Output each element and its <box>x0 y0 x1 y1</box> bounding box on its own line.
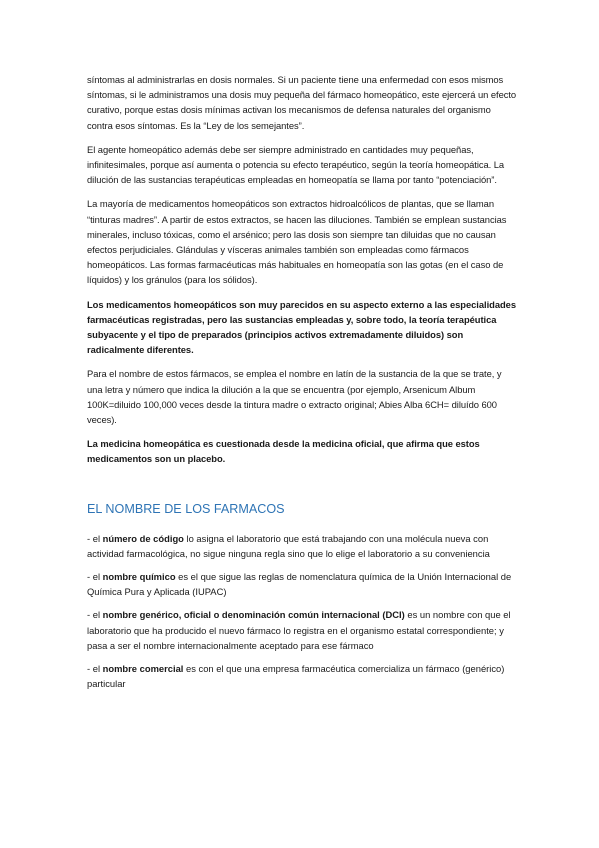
item-prefix: - el <box>87 663 103 675</box>
item-text: es con el que una empresa farmacéutica comercializa un fármaco (genérico) particular <box>87 663 505 690</box>
item-text: es el que sigue las reglas de nomenclatura química de la Unión Internacional de Química Pura y Aplicada (IUPAC) <box>87 571 512 598</box>
section-heading: EL NOMBRE DE LOS FARMACOS <box>87 501 285 516</box>
list-item <box>87 569 519 599</box>
item-text: es un nombre con que el laboratorio que ha producido el nuevo fármaco lo registra en el organismo estatal correspondiente; y pasa a ser el nombre internacionalmente aceptado para ese fármaco <box>87 609 511 651</box>
bold-paragraph: Los medicamentos homeopáticos son muy parecidos en su aspecto externo a las especialidades farmacéuticas registradas, pero las sustancias empleadas y, sobre todo, la teoría terapéutica subyacente y el tipo de preparados (principios activos extremadamente diluidos) son radicalmente diferentes. <box>87 298 516 356</box>
item-term: nombre comercial <box>102 663 184 675</box>
page-body <box>87 72 519 700</box>
item-prefix: - el <box>87 609 103 621</box>
paragraph: síntomas al administrarlas en dosis normales. Si un paciente tiene una enfermedad con esos mismos síntomas, si le administramos una dosis muy pequeña del fármaco homeopático, este ejercerá un efecto curativo, porque estas dosis mínimas activan los mecanismos de defensa naturales del organismo contra esos síntomas. Es la “Ley de los semejantes”. <box>87 74 517 131</box>
list-item <box>87 607 519 653</box>
list-item <box>87 531 519 561</box>
item-term: número de código <box>102 532 184 544</box>
paragraph: El agente homeopático además debe ser siempre administrado en cantidades muy pequeñas, infinitesimales, porque así aumenta o potencia su efecto terapéutico, según la teoría homeopática. La dilución de las sustancias terapéuticas empleadas en homeopatía se llama por tanto “potenciación”. <box>87 143 505 186</box>
item-term: nombre genérico, oficial o denominación común internacional (DCI) <box>102 609 405 621</box>
paragraph: Para el nombre de estos fármacos, se emplea el nombre en latín de la sustancia de la que se trate, y una letra y número que indica la dilución a la que se encuentra (por ejemplo, Arsenicum Album 100K=diluido 100,000 veces desde la tintura madre o extracto original; Abies Alba 6CH= diluído 600 veces). <box>87 368 502 426</box>
item-prefix: - el <box>87 532 103 544</box>
item-text: lo asigna el laboratorio que está trabajando con una molécula nueva con actividad farmacológica, no sigue ninguna regla sino que lo elige el laboratorio a su conveniencia <box>87 532 490 559</box>
bold-paragraph: La medicina homeopática es cuestionada desde la medicina oficial, que afirma que estos medicamentos son un placebo. <box>87 438 480 465</box>
item-prefix: - el <box>87 571 103 583</box>
list-item <box>87 661 519 691</box>
item-term: nombre químico <box>102 571 176 583</box>
paragraph: La mayoría de medicamentos homeopáticos son extractos hidroalcólicos de plantas, que se llaman “tinturas madres”. A partir de estos extractos, se hacen las diluciones. También se emplean sustancias minerales, incluso tóxicas, como el arsénico; pero las dosis son siempre tan diluidas que no causan efectos perjudiciales. Glándulas y vísceras animales también son empleadas como fármacos homeopáticos. Las formas farmacéuticas más habituales en homeopatía son las gotas (en el caso de líquidos) y los gránulos (para los sólidos). <box>87 198 507 286</box>
